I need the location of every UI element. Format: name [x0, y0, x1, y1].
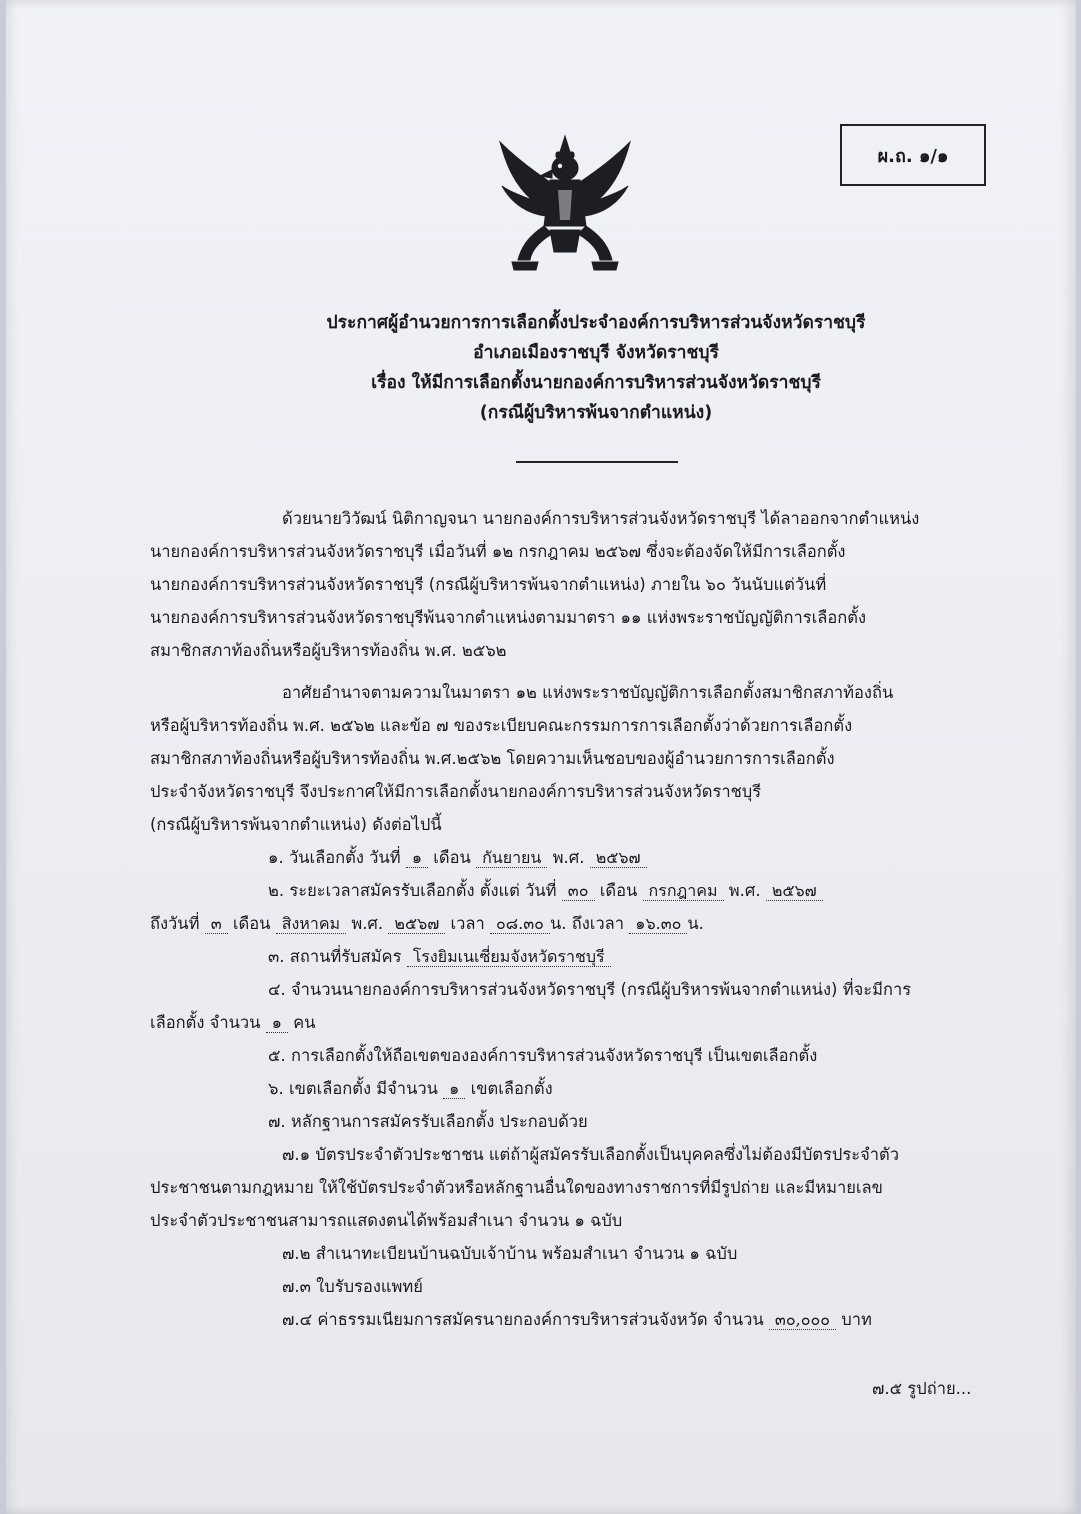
item-registration-place: ๓. สถานที่รับสมัคร โรงยิมเนเซี่ยมจังหวัดราชบุรี [268, 946, 611, 968]
document-page [6, 0, 1076, 1514]
para1-line: ด้วยนายวิวัฒน์ นิติกาญจนา นายกองค์การบริหารส่วนจังหวัดราชบุรี ได้ลาออกจากตำแหน่ง [282, 509, 920, 528]
item-7-1-line: ๗.๑ บัตรประจำตัวประชาชน แต่ถ้าผู้สมัครรับเลือกตั้งเป็นบุคคลซึ่งไม่ต้องมีบัตรประจำตัว [282, 1145, 900, 1164]
item-candidate-count: ๔. จำนวนนายกองค์การบริหารส่วนจังหวัดราชบุรี (กรณีผู้บริหารพ้นจากตำแหน่ง) ที่จะมีการ [268, 980, 912, 999]
heading-line: ประกาศผู้อำนวยการการเลือกตั้งประจำองค์การบริหารส่วนจังหวัดราชบุรี [326, 313, 866, 333]
item-election-area: ๕. การเลือกตั้งให้ถือเขตขององค์การบริหารส่วนจังหวัดราชบุรี เป็นเขตเลือกตั้ง [268, 1046, 818, 1065]
item-election-date: ๑. วันเลือกตั้ง วันที่ ๑ เดือน กันยายน พ.ศ. ๒๕๖๗ [268, 847, 647, 869]
registration-from-day: ๓๐ [562, 882, 595, 901]
election-day-value: ๑ [406, 849, 428, 868]
para1-line: นายกองค์การบริหารส่วนจังหวัดราชบุรีพ้นจากตำแหน่งตามมาตรา ๑๑ แห่งพระราชบัญญัติการเลือกตั้ง [150, 608, 867, 627]
item-7-4: ๗.๔ ค่าธรรมเนียมการสมัครนายกองค์การบริหารส่วนจังหวัด จำนวน ๓๐,๐๐๐ บาท [282, 1310, 872, 1329]
item-7-2: ๗.๒ สำเนาทะเบียนบ้านฉบับเจ้าบ้าน พร้อมสำเนา จำนวน ๑ ฉบับ [282, 1244, 738, 1263]
election-year-value: ๒๕๖๗ [590, 849, 647, 868]
item-documents: ๗. หลักฐานการสมัครรับเลือกตั้ง ประกอบด้วย [268, 1112, 588, 1131]
para2-line: หรือผู้บริหารท้องถิ่น พ.ศ. ๒๕๖๒ และข้อ ๗ ของระเบียบคณะกรรมการการเลือกตั้งว่าด้วยการเลือกตั้ง [150, 716, 853, 735]
para1-line: สมาชิกสภาท้องถิ่นหรือผู้บริหารท้องถิ่น พ.ศ. ๒๕๖๒ [150, 641, 507, 660]
registration-to-year: ๒๕๖๗ [388, 915, 445, 934]
candidate-count-value: ๑ [266, 1014, 288, 1033]
item-7-1-line: ประจำตัวประชาชนสามารถแสดงตนได้พร้อมสำเนา จำนวน ๑ ฉบับ [150, 1211, 623, 1230]
para1-line: นายกองค์การบริหารส่วนจังหวัดราชบุรี (กรณีผู้บริหารพ้นจากตำแหน่ง) ภายใน ๖๐ วันนับแต่วันที่ [150, 575, 827, 594]
election-month-value: กันยายน [476, 849, 547, 868]
heading-line: (กรณีผู้บริหารพ้นจากตำแหน่ง) [479, 403, 713, 423]
para2-line: ประจำจังหวัดราชบุรี จึงประกาศให้มีการเลือกตั้งนายกองค์การบริหารส่วนจังหวัดราชบุรี [150, 782, 762, 801]
para1-line: นายกองค์การบริหารส่วนจังหวัดราชบุรี เมื่อวันที่ ๑๒ กรกฎาคม ๒๕๖๗ ซึ่งจะต้องจัดให้มีการเลือกตั้ง [150, 542, 846, 561]
item-district-count: ๖. เขตเลือกตั้ง มีจำนวน ๑ เขตเลือกตั้ง [268, 1079, 553, 1098]
registration-time-to: ๑๖.๓๐ [629, 915, 687, 934]
item-candidate-count-cont: เลือกตั้ง จำนวน ๑ คน [150, 1013, 316, 1032]
heading-divider [516, 461, 678, 463]
registration-to-month: สิงหาคม [276, 915, 346, 934]
item-7-3: ๗.๓ ใบรับรองแพทย์ [282, 1277, 423, 1296]
registration-from-month: กรกฎาคม [643, 882, 724, 901]
para2-line: (กรณีผู้บริหารพ้นจากตำแหน่ง) ดังต่อไปนี้ [150, 815, 442, 834]
district-count-value: ๑ [443, 1080, 465, 1099]
item-7-1-line: ประชาชนตามกฎหมาย ให้ใช้บัตรประจำตัวหรือหลักฐานอื่นใดของทางราชการที่มีรูปถ่าย และมีหมายเลข [150, 1178, 883, 1197]
heading-line: เรื่อง ให้มีการเลือกตั้งนายกองค์การบริหารส่วนจังหวัดราชบุรี [371, 373, 821, 393]
announcement-heading [186, 308, 1006, 428]
para2-line: สมาชิกสภาท้องถิ่นหรือผู้บริหารท้องถิ่น พ.ศ.๒๕๖๒ โดยความเห็นชอบของผู้อำนวยการการเลือกตั้ง [150, 749, 835, 768]
registration-to-day: ๓ [205, 915, 228, 934]
heading-line: อำเภอเมืองราชบุรี จังหวัดราชบุรี [473, 343, 719, 363]
garuda-emblem-icon [492, 130, 638, 280]
fee-amount-value: ๓๐,๐๐๐ [769, 1311, 836, 1330]
item-registration-period-cont: ถึงวันที่ ๓ เดือน สิงหาคม พ.ศ. ๒๕๖๗ เวลา ๐๘.๓๐ น. ถึงเวลา ๑๖.๓๐ น. [150, 914, 704, 933]
registration-from-year: ๒๕๖๗ [766, 882, 823, 901]
registration-place-value: โรงยิมเนเซี่ยมจังหวัดราชบุรี [407, 948, 611, 967]
item-registration-period: ๒. ระยะเวลาสมัครรับเลือกตั้ง ตั้งแต่ วันที่ ๓๐ เดือน กรกฎาคม พ.ศ. ๒๕๖๗ [268, 880, 823, 902]
para2-line: อาศัยอำนาจตามความในมาตรา ๑๒ แห่งพระราชบัญญัติการเลือกตั้งสมาชิกสภาท้องถิ่น [282, 683, 894, 702]
registration-time-from: ๐๘.๓๐ [490, 915, 550, 934]
form-code-box: ผ.ถ. ๑/๑ [840, 124, 986, 186]
continuation-text: ๗.๕ รูปถ่าย... [872, 1379, 972, 1398]
